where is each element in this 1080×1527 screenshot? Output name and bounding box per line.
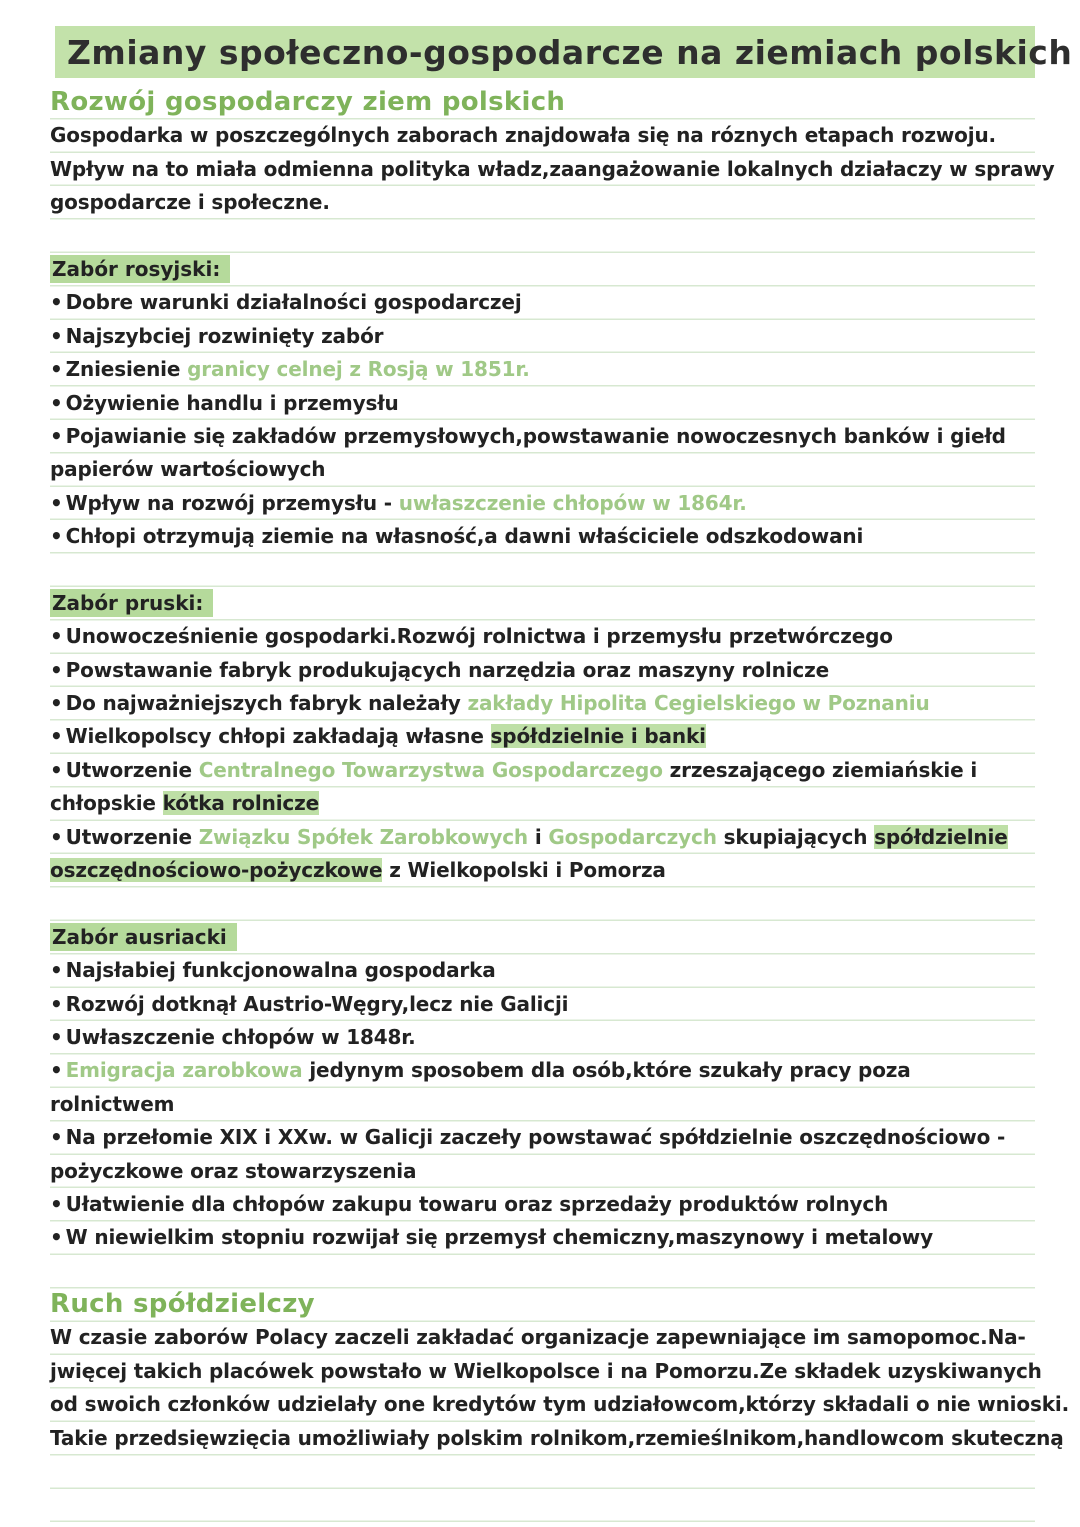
body-text: chłopskie [50, 791, 163, 816]
body-text: Unowocześnienie gospodarki.Rozwój rolnictwa i przemysłu przetwórczego [65, 624, 893, 649]
label-row [50, 253, 1035, 286]
green-text: Gospodarczych [548, 824, 717, 849]
bullet-icon: • [50, 1191, 63, 1216]
paragraph-line [50, 1355, 1042, 1388]
green-text: zakłady Hipolita Cegielskiego w Poznaniu [467, 691, 930, 716]
body-text: zrzeszającego ziemiańskie i [662, 757, 978, 782]
bullet-line [50, 720, 1035, 753]
notes-content [50, 86, 1070, 1522]
bullet-line [50, 1054, 1035, 1087]
title-highlight-bar [55, 26, 1073, 78]
body-text: Ułatwienie dla chłopów zakupu towaru oraz sprzedaży produktów rolnych [65, 1191, 889, 1216]
bullet-icon: • [50, 724, 63, 749]
body-text: Takie przedsięwzięcia umożliwiały polskim rolnikom,rzemieślnikom,handlowcom skuteczną [50, 1425, 1064, 1450]
body-text: W czasie zaborów Polacy zaczeli zakładać organizacje zapewniające im samopomoc.Na- [50, 1325, 1026, 1350]
body-text: Najszybciej rozwinięty zabór [65, 323, 384, 348]
highlighted-text: kótka rolnicze [162, 791, 320, 816]
body-text: Wpływ na rozwój przemysłu - [65, 490, 399, 515]
spacer [50, 1455, 1035, 1522]
bullet-icon: • [50, 624, 63, 649]
label-row [50, 587, 1035, 620]
paragraph-line [50, 1321, 1035, 1354]
bullet-icon: • [50, 1024, 63, 1049]
page-title: Zmiany społeczno-gospodarcze na ziemiach polskich [67, 32, 1073, 72]
body-text: W niewielkim stopniu rozwijał się przemysł chemiczny,maszynowy i metalowy [65, 1225, 933, 1250]
body-text: Wpływ na to miała odmienna polityka władz,zaangażowanie lokalnych działaczy w sprawy [50, 156, 1055, 181]
body-text: Uwłaszczenie chłopów w 1848r. [65, 1024, 416, 1049]
bullet-line [50, 1021, 1035, 1054]
body-text: Chłopi otrzymują ziemie na własność,a dawni właściciele odszkodowani [65, 524, 864, 549]
body-text: pożyczkowe oraz stowarzyszenia [50, 1158, 417, 1183]
body-text: Ożywienie handlu i przemysłu [65, 390, 399, 415]
bullet-icon: • [50, 757, 63, 782]
bullet-line [50, 654, 1035, 687]
bullet-line [50, 1155, 1035, 1188]
spacer [50, 220, 1035, 253]
body-text: Utworzenie [65, 757, 199, 782]
body-text: Utworzenie [65, 824, 199, 849]
bullet-line [50, 320, 1035, 353]
bullet-line [50, 353, 1035, 386]
bullet-line [50, 387, 1035, 420]
bullet-icon: • [50, 323, 63, 348]
body-text: gospodarcze i społeczne. [50, 190, 330, 215]
paragraph-line [50, 119, 1035, 152]
section-label: Zabór pruski: [50, 589, 213, 617]
body-text: jwięcej takich placówek powstało w Wielkopolsce i na Pomorzu.Ze składek uzyskiwanych [50, 1358, 1042, 1383]
bullet-line [50, 1121, 1035, 1154]
body-text: Wielkopolscy chłopi zakładają własne [65, 724, 491, 749]
bullet-line [50, 520, 1035, 553]
spacer [50, 553, 1035, 586]
bullet-line [50, 1221, 1035, 1254]
bullet-icon: • [50, 657, 63, 682]
bullet-icon: • [50, 1125, 63, 1150]
bullet-line [50, 954, 1035, 987]
bullet-icon: • [50, 290, 63, 315]
body-text: i [528, 824, 549, 849]
body-text: papierów wartościowych [50, 457, 326, 482]
body-text: Najsłabiej funkcjonowalna gospodarka [65, 958, 496, 983]
section-heading: Ruch spółdzielczy [50, 1289, 315, 1320]
bullet-icon: • [50, 1225, 63, 1250]
bullet-line [50, 1088, 1035, 1121]
bullet-line [50, 787, 1035, 820]
bullet-line [50, 754, 1035, 787]
paragraph-line [50, 186, 1035, 219]
green-text: Centralnego Towarzystwa Gospodarczego [198, 757, 663, 782]
section-label: Zabór ausriacki [50, 923, 237, 951]
spacer [50, 1255, 1035, 1288]
highlighted-text: spółdzielnie i banki [490, 724, 706, 749]
label-row [50, 921, 1035, 954]
paragraph-line [50, 153, 1055, 186]
bullet-line [50, 487, 1035, 520]
body-text: jedynym sposobem dla osób,które szukały pracy poza [302, 1058, 911, 1083]
bullet-icon: • [50, 524, 63, 549]
bullet-line [50, 420, 1035, 453]
bullet-icon: • [50, 357, 63, 382]
body-text: Powstawanie fabryk produkujących narzędzia oraz maszyny rolnicze [65, 657, 830, 682]
body-text: Zniesienie [65, 357, 188, 382]
body-text: Gospodarka w poszczególnych zaborach znajdowała się na róznych etapach rozwoju. [50, 123, 997, 148]
bullet-line [50, 620, 1035, 653]
highlighted-text: spółdzielnie [874, 824, 1008, 849]
bullet-icon: • [50, 691, 63, 716]
bullet-icon: • [50, 490, 63, 515]
body-text: od swoich członków udzielały one kredytów tym udziałowcom,którzy składali o nie wnioski. [50, 1392, 1070, 1417]
green-text: uwłaszczenie chłopów w 1864r. [398, 490, 747, 515]
green-text: granicy celnej z Rosją w 1851r. [187, 357, 530, 382]
bullet-icon: • [50, 1058, 63, 1083]
body-text: Pojawianie się zakładów przemysłowych,powstawanie nowoczesnych banków i giełd [65, 423, 1006, 448]
bullet-line [50, 687, 1035, 720]
body-text: Dobre warunki działalności gospodarczej [65, 290, 522, 315]
green-text: Emigracja zarobkowa [65, 1058, 303, 1083]
bullet-icon: • [50, 991, 63, 1016]
bullet-line [50, 821, 1035, 854]
paragraph-line [50, 1422, 1064, 1455]
body-text: Na przełomie XIX i XXw. w Galicji zaczeły powstawać spółdzielnie oszczędnościowo - [65, 1125, 1006, 1150]
bullet-line [50, 286, 1035, 319]
paragraph-line [50, 1388, 1070, 1421]
bullet-line [50, 453, 1035, 486]
bullet-line [50, 854, 1035, 887]
bullet-line [50, 1188, 1035, 1221]
bullet-icon: • [50, 958, 63, 983]
green-text: Związku Spółek Zarobkowych [198, 824, 529, 849]
body-text: Do najważniejszych fabryk należały [65, 691, 468, 716]
body-text: z Wielkopolski i Pomorza [382, 857, 666, 882]
bullet-icon: • [50, 390, 63, 415]
body-text: Rozwój dotknął Austrio-Węgry,lecz nie Galicji [65, 991, 569, 1016]
bullet-icon: • [50, 423, 63, 448]
bullet-icon: • [50, 824, 63, 849]
spacer [50, 887, 1035, 920]
section-heading: Rozwój gospodarczy ziem polskich [50, 87, 566, 117]
bullet-line [50, 988, 1035, 1021]
body-text: skupiających [716, 824, 875, 849]
highlighted-text: oszczędnościowo-pożyczkowe [50, 857, 383, 882]
body-text: rolnictwem [50, 1091, 175, 1116]
section-label: Zabór rosyjski: [50, 255, 230, 283]
